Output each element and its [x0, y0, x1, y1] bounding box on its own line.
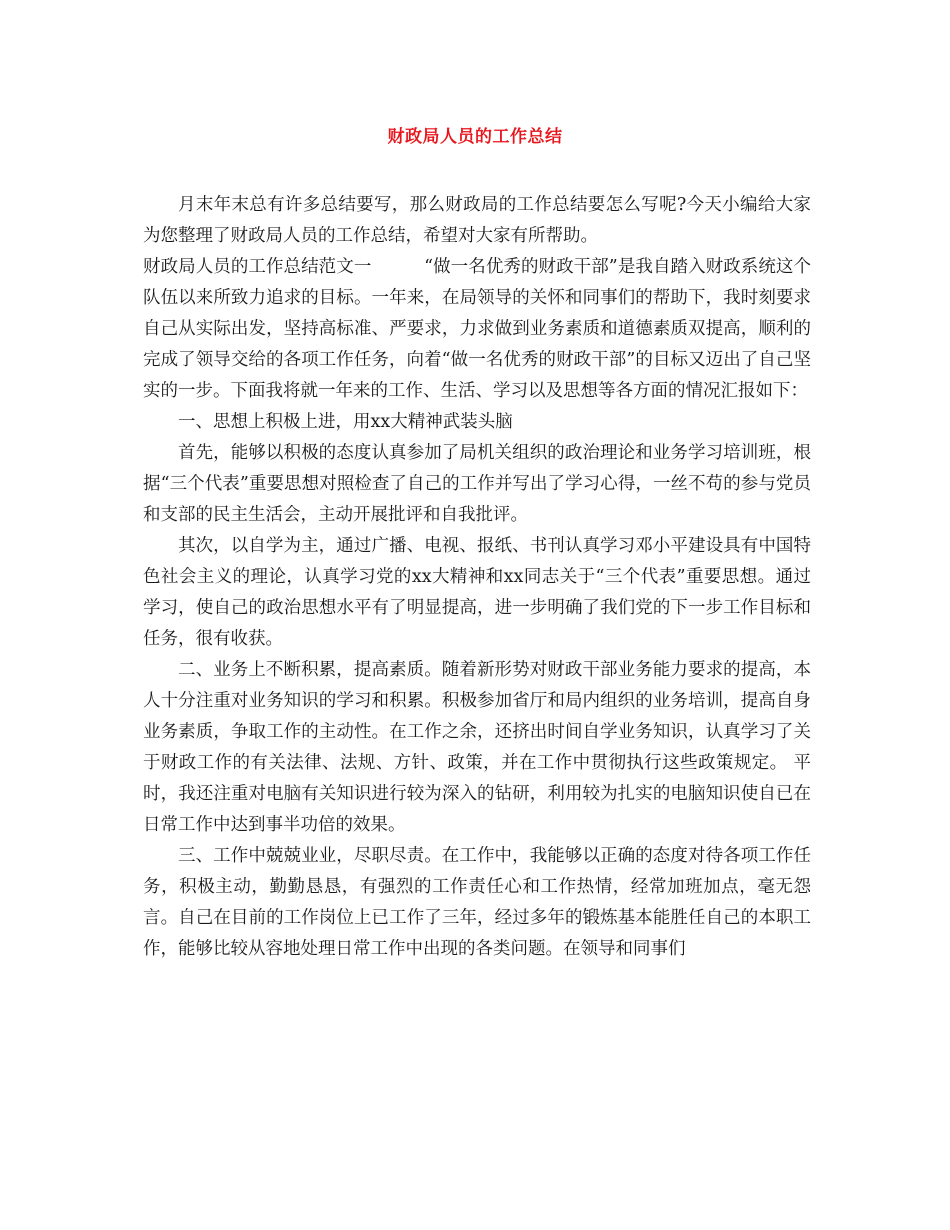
paragraph-section-two: 二、业务上不断积累，提高素质。随着新形势对财政干部业务能力要求的提高，本人十分注重对业务知识的学习和积累。积极参加省厅和局内组织的业务培训，提高自身业务素质，争取工作的主动性。在工作之余，还挤出时间自学业务知识，认真学习了关于财政工作的有关法律、法规、方针、政策，并在工作中贯彻执行这些政策规定。 平时，我还注重对电脑有关知识进行较为深入的钻研，利用较为扎实的电脑知识使自已在日常工作中达到事半功倍的效果。: [143, 660, 811, 835]
document-body: [143, 190, 811, 965]
paragraph-intro: 月末年末总有许多总结要写，那么财政局的工作总结要怎么写呢?今天小编给大家为您整理了财政局人员的工作总结，希望对大家有所帮助。: [143, 195, 811, 246]
paragraph-sample-one: 财政局人员的工作总结范文一 “做一名优秀的财政干部”是我自踏入财政系统这个队伍以来所致力追求的目标。一年来，在局领导的关怀和同事们的帮助下，我时刻要求自己从实际出发，坚持高标准、严要求，力求做到业务素质和道德素质双提高，顺利的完成了领导交给的各项工作任务，向着“做一名优秀的财政干部”的目标又迈出了自己坚实的一步。下面我将就一年来的工作、生活、学习以及思想等各方面的情况汇报如下：: [143, 257, 811, 401]
paragraph-section-three: 三、工作中兢兢业业，尽职尽责。在工作中，我能够以正确的态度对待各项工作任务，积极主动，勤勤恳恳，有强烈的工作责任心和工作热情，经常加班加点，毫无怨言。自己在目前的工作岗位上已工作了三年，经过多年的锻炼基本能胜任自己的本职工作，能够比较从容地处理日常工作中出现的各类问题。在领导和同事们: [143, 846, 811, 959]
paragraph-second: 其次，以自学为主，通过广播、电视、报纸、书刊认真学习邓小平建设具有中国特色社会主义的理论，认真学习党的xx大精神和xx同志关于“三个代表”重要思想。通过学习，使自己的政治思想水平有了明显提高，进一步明确了我们党的下一步工作目标和任务，很有收获。: [143, 536, 811, 649]
paragraph-first: 首先，能够以积极的态度认真参加了局机关组织的政治理论和业务学习培训班，根据“三个代表”重要思想对照检查了自己的工作并写出了学习心得，一丝不苟的参与党员和支部的民主生活会，主动开展批评和自我批评。: [143, 443, 811, 525]
document-title: 财政局人员的工作总结: [387, 127, 563, 147]
heading-section-one: 一、思想上积极上进，用xx大精神武装头脑: [178, 412, 513, 432]
